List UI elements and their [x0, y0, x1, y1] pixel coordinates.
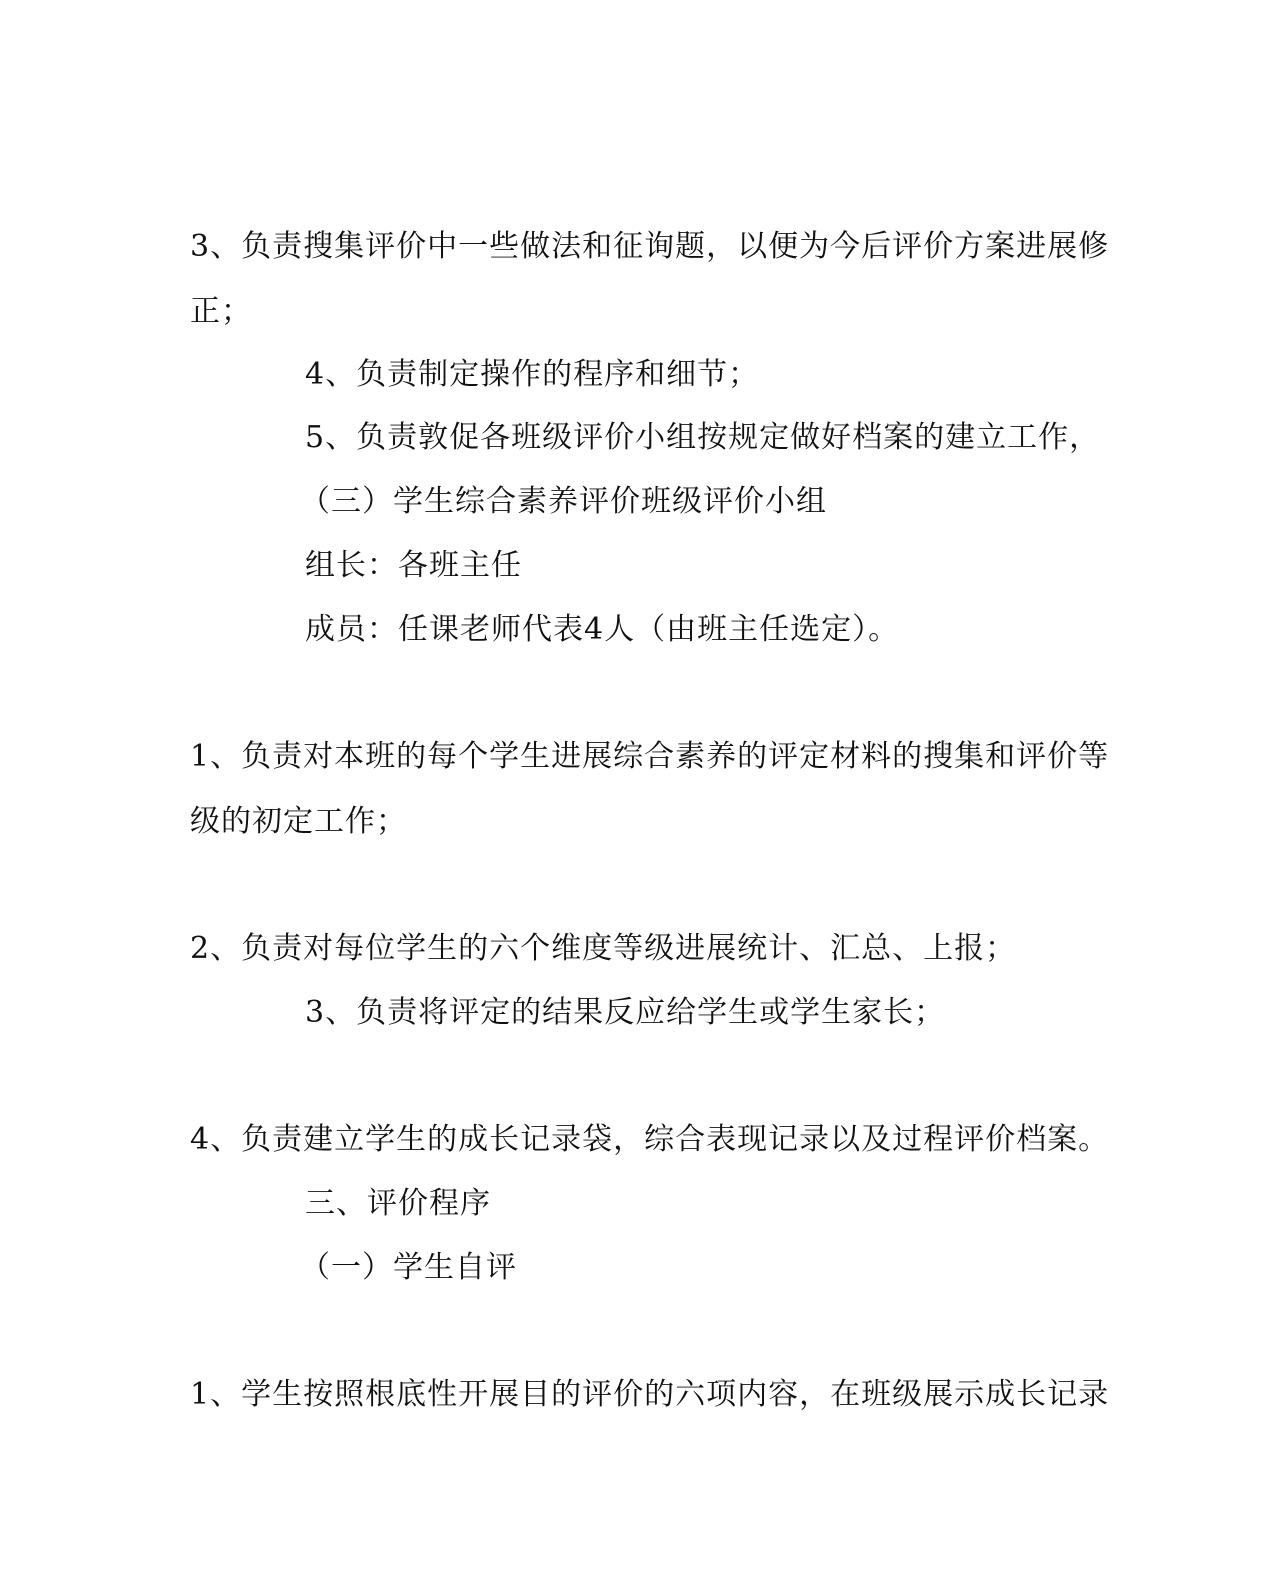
text-line: 正； [190, 294, 252, 329]
text-line: 2、负责对每位学生的六个维度等级进展统计、汇总、上报； [190, 931, 1017, 966]
text-line: 1、负责对本班的每个学生进展综合素养的评定材料的搜集和评价等 [190, 739, 1110, 774]
text-line: 组长：各班主任 [305, 548, 522, 583]
section-heading: 三、评价程序 [305, 1186, 491, 1221]
text-line: 1、学生按照根底性开展目的评价的六项内容，在班级展示成长记录 [190, 1377, 1110, 1412]
text-line: 4、负责制定操作的程序和细节； [305, 357, 760, 392]
text-line: 5、负责敦促各班级评价小组按规定做好档案的建立工作， [305, 420, 1101, 455]
text-line: 3、负责搜集评价中一些做法和征询题，以便为今后评价方案进展修 [190, 229, 1110, 264]
text-line: 4、负责建立学生的成长记录袋，综合表现记录以及过程评价档案。 [190, 1122, 1110, 1157]
text-line: 级的初定工作； [190, 804, 407, 839]
text-line: 成员：任课老师代表4人（由班主任选定）。 [305, 612, 900, 647]
section-heading: （一）学生自评 [300, 1250, 517, 1285]
text-line: 3、负责将评定的结果反应给学生或学生家长； [305, 995, 946, 1030]
section-heading: （三）学生综合素养评价班级评价小组 [300, 484, 827, 519]
